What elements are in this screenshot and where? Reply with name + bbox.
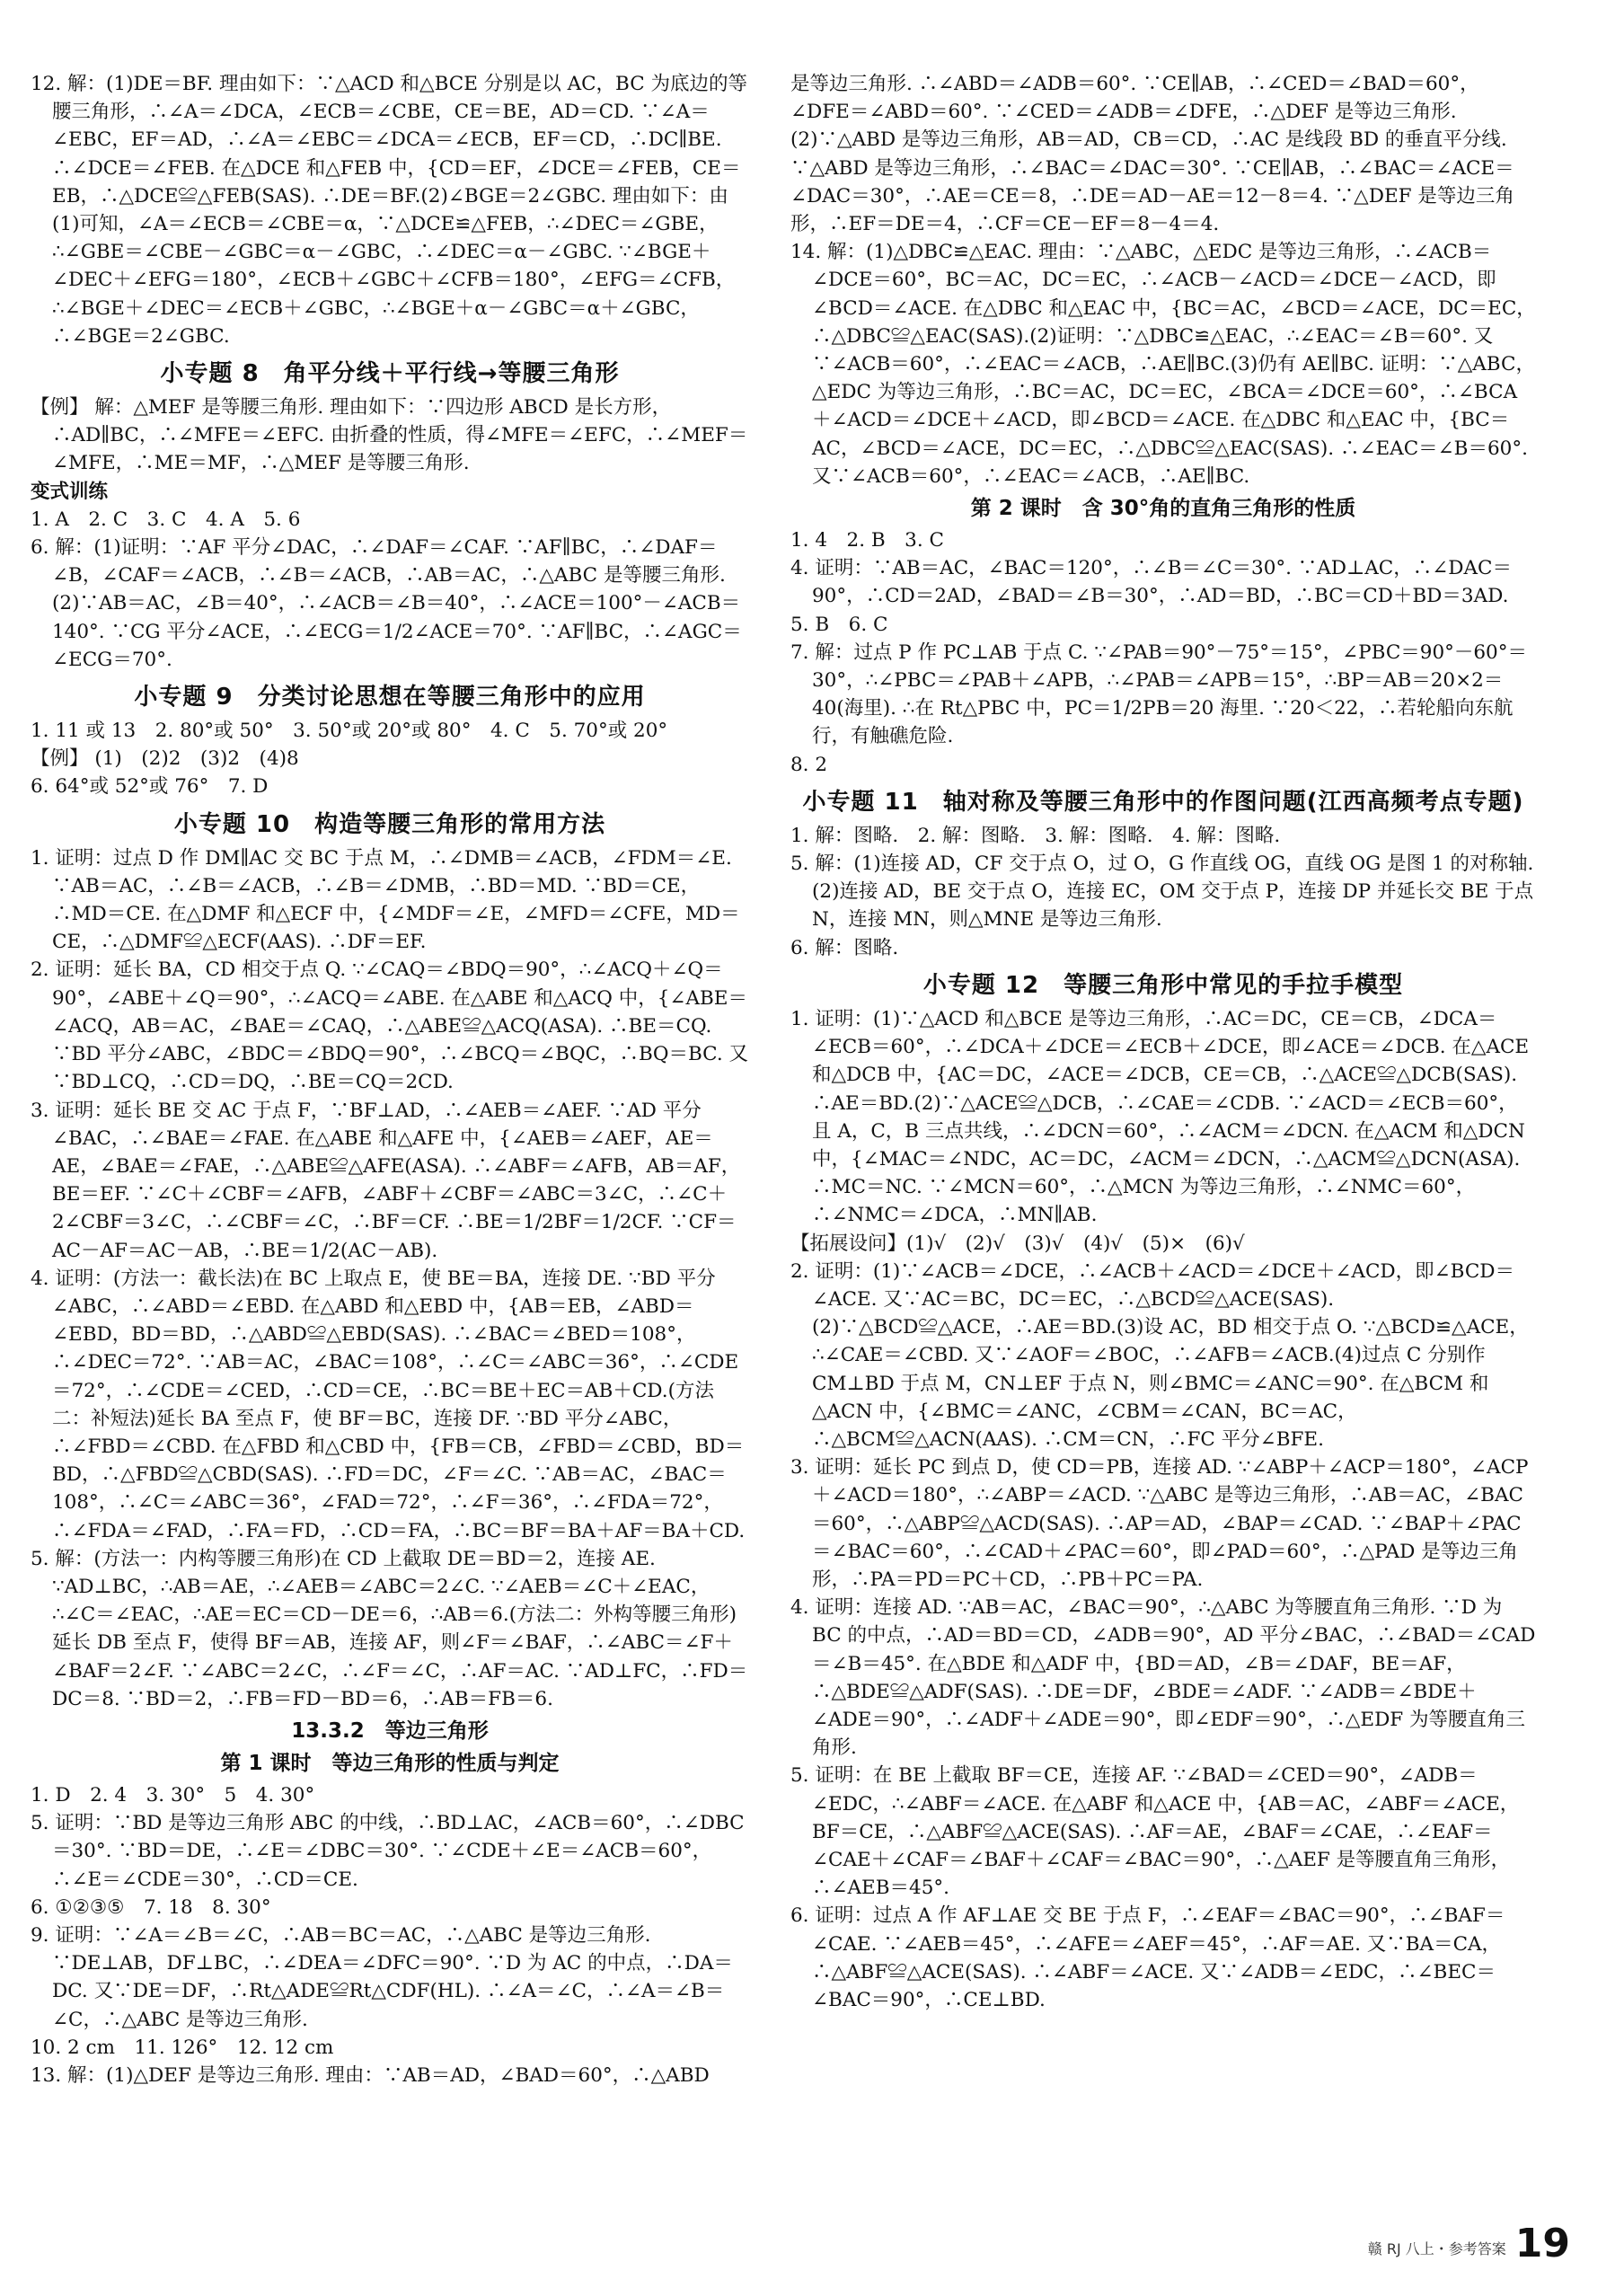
answer-paragraph: 5. 证明：在 BE 上截取 BF＝CE，连接 AF. ∵∠BAD＝∠CED＝90°，∠ADB＝∠EDC，∴∠ABF＝∠ACE. 在△ABF 和△ACE 中，{AB＝AC，∠ABF＝∠ACE，BF＝CE，∴△ABF≌△ACE(SAS). ∴AF＝AE，∠BAF＝∠CAE，∴∠EAF＝∠CAE＋∠CAF＝∠BAF＋∠CAF＝∠BAC＝90°，∴△AEF 是等腰直角三角形，∴∠AEB＝45°.	[790, 1764, 1520, 1900]
answer-paragraph: 12. 解：(1)DE＝BF. 理由如下：∵△ACD 和△BCE 分别是以 AC，BC 为底边的等腰三角形，∴∠A＝∠DCA，∠ECB＝∠CBE，CE＝BE，AD＝CD. ∵∠A＝∠EBC，EF＝AD，∴∠A＝∠EBC＝∠DCA＝∠ECB，EF＝CD，∴DC∥BE. ∴∠DCE＝∠FEB. 在△DCE 和△FEB 中，{CD＝EF，∠DCE＝∠FEB，CE＝EB，∴△DCE≌△FEB(SAS). ∴DE＝BF.(2)∠BGE＝2∠GBC. 理由如下：由(1)可知，∠A＝∠ECB＝∠CBE＝α，∵△DCE≌△FEB，∴∠DEC＝∠GBE，∴∠GBE＝∠CBE－∠GBC＝α－∠GBC，∴∠DEC＝α－∠GBC. ∵∠BGE＋∠DEC＋∠EFG＝180°，∠ECB＋∠GBC＋∠CFB＝180°，∠EFG＝∠CFB，∴∠BGE＋∠DEC＝∠ECB＋∠GBC，∴∠BGE＋α－∠GBC＝α＋∠GBC，∴∠BGE＝2∠GBC.	[31, 73, 748, 348]
answer-paragraph: 13. 解：(1)△DEF 是等边三角形. 理由：∵AB＝AD，∠BAD＝60°，∴△ABD	[31, 2064, 710, 2087]
answer-paragraph: 1. 证明：过点 D 作 DM∥AC 交 BC 于点 M，∴∠DMB＝∠ACB，∠FDM＝∠E. ∵AB＝AC，∴∠B＝∠ACB，∴∠B＝∠DMB，∴BD＝MD. ∵BD＝CE，∴MD＝CE. 在△DMF 和△ECF 中，{∠MDF＝∠E，∠MFD＝∠CFE，MD＝CE，∴△DMF≌△ECF(AAS). ∴DF＝EF.	[31, 846, 740, 954]
answer-paragraph: 3. 证明：延长 BE 交 AC 于点 F，∵BF⊥AD，∴∠AEB＝∠AEF. ∵AD 平分∠BAC，∴∠BAE＝∠FAE. 在△ABE 和△AFE 中，{∠AEB＝∠AEF，AE＝AE，∠BAE＝∠FAE，∴△ABE≌△AFE(ASA). ∴∠ABF＝∠AFB，AB＝AF，BE＝EF. ∵∠C＋∠CBF＝∠AFB，∠ABF＋∠CBF＝∠ABC＝3∠C，∴∠C＋2∠CBF＝3∠C，∴∠CBF＝∠C，∴BF＝CF. ∴BE＝1/2BF＝1/2CF. ∵CF＝AC－AF＝AC－AB，∴BE＝1/2(AC－AB).	[31, 1099, 741, 1262]
answer-paragraph: 14. 解：(1)△DBC≌△EAC. 理由：∵△ABC，△EDC 是等边三角形，∴∠ACB＝∠DCE＝60°，BC＝AC，DC＝EC，∴∠ACB－∠ACD＝∠DCE－∠ACD，即∠BCD＝∠ACE. 在△DBC 和△EAC 中，{BC＝AC，∠BCD＝∠ACE，DC＝EC，∴△DBC≌△EAC(SAS).(2)证明：∵△DBC≌△EAC，∴∠EAC＝∠B＝60°. 又∵∠ACB＝60°，∴∠EAC＝∠ACB，∴AE∥BC.(3)仍有 AE∥BC. 证明：∵△ABC，△EDC 为等边三角形，∴BC＝AC，DC＝EC，∠BCA＝∠DCE＝60°，∴∠BCA＋∠ACD＝∠DCE＋∠ACD，即∠BCD＝∠ACE. 在△DBC 和△EAC 中，{BC＝AC，∠BCD＝∠ACE，DC＝EC，∴△DBC≌△EAC(SAS). ∴∠EAC＝∠B＝60°. 又∵∠ACB＝60°，∴∠EAC＝∠ACB，∴AE∥BC.	[790, 241, 1536, 488]
answer-paragraph: 变式训练	[31, 480, 109, 503]
answer-paragraph: 6. 64°或 52°或 76° 7. D	[31, 775, 269, 799]
footer-label: 赣 RJ 八上・参考答案	[1367, 2240, 1506, 2257]
answer-paragraph: 【例】 (1) (2)2 (3)2 (4)8	[31, 747, 299, 771]
section-heading: 小专题 10 构造等腰三角形的常用方法	[173, 810, 606, 838]
section-heading: 小专题 8 角平分线＋平行线→等腰三角形	[160, 360, 620, 388]
left-column	[31, 70, 749, 2089]
right-column	[790, 70, 1536, 2014]
answer-paragraph: 9. 证明：∵∠A＝∠B＝∠C，∴AB＝BC＝AC，∴△ABC 是等边三角形. ∵DE⊥AB，DF⊥BC，∴∠DEA＝∠DFC＝90°. ∵D 为 AC 的中点，∴DA＝DC. 又∵DE＝DF，∴Rt△ADE≌Rt△CDF(HL). ∴∠A＝∠C，∴∠A＝∠B＝∠C，∴△ABC 是等边三角形.	[31, 1923, 733, 2031]
answer-paragraph: 6. 解：图略.	[790, 936, 899, 959]
answer-paragraph: 1. A 2. C 3. C 4. A 5. 6	[31, 508, 301, 531]
page-footer	[1367, 2221, 1570, 2266]
section-heading: 小专题 12 等腰三角形中常见的手拉手模型	[922, 971, 1404, 999]
answer-paragraph: 1. 4 2. B 3. C	[790, 529, 944, 552]
answer-paragraph: 4. 证明：连接 AD. ∵AB＝AC，∠BAC＝90°，∴△ABC 为等腰直角三角形. ∵D 为 BC 的中点，∴AD＝BD＝CD，∠ADB＝90°，AD 平分∠BAC，∴∠BAD＝∠CAD＝∠B＝45°. 在△BDE 和△ADF 中，{BD＝AD，∠B＝∠DAF，BE＝AF，∴△BDE≌△ADF(SAS). ∴DE＝DF，∠BDE＝∠ADF. ∵∠ADB＝∠BDE＋∠ADE＝90°，∴∠ADF＋∠ADE＝90°，即∠EDF＝90°，∴△EDF 为等腰直角三角形.	[790, 1596, 1536, 1760]
section-heading: 小专题 11 轴对称及等腰三角形中的作图问题(江西高频考点专题)	[802, 788, 1524, 816]
section-heading: 第 1 课时 等边三角形的性质与判定	[220, 1751, 560, 1775]
answer-paragraph: 2. 证明：(1)∵∠ACB＝∠DCE，∴∠ACB＋∠ACD＝∠DCE＋∠ACD，即∠BCD＝∠ACE. 又∵AC＝BC，DC＝EC，∴△BCD≌△ACE(SAS).(2)∵△BCD≌△ACE，∴AE＝BD.(3)设 AC，BD 相交于点 O. ∵△BCD≌△ACE，∴∠CAE＝∠CBD. 又∵∠AOF＝∠BOC，∴∠AFB＝∠ACB.(4)过点 C 分别作 CM⊥BD 于点 M，CN⊥EF 于点 N，则∠BMC＝∠ANC＝90°. 在△BCM 和△ACN 中，{∠BMC＝∠ANC，∠CBM＝∠CAN，BC＝AC，∴△BCM≌△ACN(AAS). ∴CM＝CN，∴FC 平分∠BFE.	[790, 1259, 1529, 1451]
answer-paragraph: 1. 11 或 13 2. 80°或 50° 3. 50°或 20°或 80° 4. C 5. 70°或 20°	[31, 720, 668, 743]
answer-paragraph: 5. 证明：∵BD 是等边三角形 ABC 的中线，∴BD⊥AC，∠ACB＝60°，∴∠DBC＝30°. ∵BD＝DE，∴∠E＝∠DBC＝30°. ∵∠CDE＋∠E＝∠ACB＝60°，∴∠E＝∠CDE＝30°，∴CD＝CE.	[31, 1812, 745, 1891]
answer-paragraph: 6. ①②③⑤ 7. 18 8. 30°	[31, 1895, 271, 1919]
section-heading: 第 2 课时 含 30°角的直角三角形的性质	[970, 497, 1356, 521]
answer-paragraph: 5. B 6. C	[790, 613, 888, 636]
answer-paragraph: 4. 证明：∵AB＝AC，∠BAC＝120°，∴∠B＝∠C＝30°. ∵AD⊥AC，∴∠DAC＝90°，∴CD＝2AD，∠BAD＝∠B＝30°，∴AD＝BD，∴BC＝CD＋BD＝3AD.	[790, 557, 1512, 608]
answer-paragraph: 6. 证明：过点 A 作 AF⊥AE 交 BE 于点 F，∴∠EAF＝∠BAC＝90°，∴∠BAF＝∠CAE. ∵∠AEB＝45°，∴∠AFE＝∠AEF＝45°，∴AF＝AE. 又∵BA＝CA，∴△ABF≌△ACE(SAS). ∴∠ABF＝∠ACE. 又∵∠ADB＝∠EDC，∴∠BEC＝∠BAC＝90°，∴CE⊥BD.	[790, 1904, 1505, 2011]
answer-paragraph: 5. 解：(1)连接 AD，CF 交于点 O，过 O，G 作直线 OG，直线 OG 是图 1 的对称轴.(2)连接 AD，BE 交于点 O，连接 EC，OM 交于点 P，连接 DP 并延长交 BE 于点 N，连接 MN，则△MNE 是等边三角形.	[790, 852, 1534, 932]
section-heading: 小专题 9 分类讨论思想在等腰三角形中的应用	[134, 684, 646, 711]
answer-paragraph: 是等边三角形. ∴∠ABD＝∠ADB＝60°. ∵CE∥AB，∴∠CED＝∠BAD＝60°，∠DFE＝∠ABD＝60°. ∵∠CED＝∠ADB＝∠DFE，∴△DEF 是等边三角形.(2)∵△ABD 是等边三角形，AB＝AD，CB＝CD，∴AC 是线段 BD 的垂直平分线. ∵△ABD 是等边三角形，∴∠BAC＝∠DAC＝30°. ∵CE∥AB，∴∠BAC＝∠ACE＝∠DAC＝30°，∴AE＝CE＝8，∴DE＝AD－AE＝12－8＝4. ∵△DEF 是等边三角形，∴EF＝DE＝4，∴CF＝CE－EF＝8－4＝4.	[790, 73, 1514, 236]
answer-paragraph: 10. 2 cm 11. 126° 12. 12 cm	[31, 2036, 334, 2059]
answer-paragraph: 【拓展设问】(1)√ (2)√ (3)√ (4)√ (5)× (6)√	[790, 1232, 1245, 1255]
answer-paragraph: 8. 2	[790, 753, 828, 776]
section-heading: 13.3.2 等边三角形	[291, 1718, 489, 1743]
answer-paragraph: 1. 解：图略. 2. 解：图略. 3. 解：图略. 4. 解：图略.	[790, 824, 1281, 847]
answer-paragraph: 3. 证明：延长 PC 到点 D，使 CD＝PB，连接 AD. ∵∠ABP＋∠ACP＝180°，∠ACP＋∠ACD＝180°，∴∠ABP＝∠ACD. ∵△ABC 是等边三角形，∴AB＝AC，∠BAC＝60°，∴△ABP≌△ACD(SAS). ∴AP＝AD，∠BAP＝∠CAD. ∵∠BAP＋∠PAC＝∠BAC＝60°，∴∠CAD＋∠PAC＝60°，即∠PAD＝60°，∴△PAD 是等边三角形，∴PA＝PD＝PC＋CD，∴PB＋PC＝PA.	[790, 1456, 1529, 1591]
answer-paragraph: 5. 解：(方法一：内构等腰三角形)在 CD 上截取 DE＝BD＝2，连接 AE. ∵AD⊥BC，∴AB＝AE，∴∠AEB＝∠ABC＝2∠C. ∵∠AEB＝∠C＋∠EAC，∴∠C＝∠EAC，∴AE＝EC＝CD－DE＝6，∴AB＝6.(方法二：外构等腰三角形)延长 DB 至点 F，使得 BF＝AB，连接 AF，则∠F＝∠BAF，∴∠ABC＝∠F＋∠BAF＝2∠F. ∵∠ABC＝2∠C，∴∠F＝∠C，∴AF＝AC. ∵AD⊥FC，∴FD＝DC＝8. ∵BD＝2，∴FB＝FD－BD＝6，∴AB＝FB＝6.	[31, 1547, 748, 1710]
answer-paragraph: 1. D 2. 4 3. 30° 5 4. 30°	[31, 1783, 315, 1807]
answer-paragraph: 2. 证明：延长 BA，CD 相交于点 Q. ∵∠CAQ＝∠BDQ＝90°，∴∠ACQ＋∠Q＝90°，∠ABE＋∠Q＝90°，∴∠ACQ＝∠ABE. 在△ABE 和△ACQ 中，{∠ABE＝∠ACQ，AB＝AC，∠BAE＝∠CAQ，∴△ABE≌△ACQ(ASA). ∴BE＝CQ. ∵BD 平分∠ABC，∠BDC＝∠BDQ＝90°，∴∠BCQ＝∠BQC，∴BQ＝BC. 又∵BD⊥CQ，∴CD＝DQ，∴BE＝CQ＝2CD.	[31, 958, 749, 1094]
answer-paragraph: 4. 证明：(方法一：截长法)在 BC 上取点 E，使 BE＝BA，连接 DE. ∵BD 平分∠ABC，∴∠ABD＝∠EBD. 在△ABD 和△EBD 中，{AB＝EB，∠ABD＝∠EBD，BD＝BD，∴△ABD≌△EBD(SAS). ∴∠BAC＝∠BED＝108°，∴∠DEC＝72°. ∵AB＝AC，∠BAC＝108°，∴∠C＝∠ABC＝36°，∴∠CDE＝72°，∴∠CDE＝∠CED，∴CD＝CE，∴BC＝BE＋EC＝AB＋CD.(方法二：补短法)延长 BA 至点 F，使 BF＝BC，连接 DF. ∵BD 平分∠ABC，∴∠FBD＝∠CBD. 在△FBD 和△CBD 中，{FB＝CB，∠FBD＝∠CBD，BD＝BD，∴△FBD≌△CBD(SAS). ∴FD＝DC，∠F＝∠C. ∵AB＝AC，∠BAC＝108°，∴∠C＝∠ABC＝36°，∠FAD＝72°，∴∠F＝36°，∴∠FDA＝72°，∴∠FDA＝∠FAD，∴FA＝FD，∴CD＝FA，∴BC＝BF＝BA＋AF＝BA＋CD.	[31, 1267, 746, 1542]
answer-paragraph: 6. 解：(1)证明：∵AF 平分∠DAC，∴∠DAF＝∠CAF. ∵AF∥BC，∴∠DAF＝∠B，∠CAF＝∠ACB，∴∠B＝∠ACB，∴AB＝AC，∴△ABC 是等腰三角形.(2)∵AB＝AC，∠B＝40°，∴∠ACB＝∠B＝40°，∴∠ACE＝100°－∠ACB＝140°. ∵CG 平分∠ACE，∴∠ECG＝1/2∠ACE＝70°. ∵AF∥BC，∴∠AGC＝∠ECG＝70°.	[31, 536, 742, 671]
answer-paragraph: 7. 解：过点 P 作 PC⊥AB 于点 C. ∵∠PAB＝90°－75°＝15°，∠PBC＝90°－60°＝30°，∴∠PBC＝∠PAB＋∠APB，∴∠PAB＝∠APB＝15°，∴BP＝AB＝20×2＝40(海里). ∴在 Rt△PBC 中，PC＝1/2PB＝20 海里. ∵20＜22，∴若轮船向东航行，有触礁危险.	[790, 640, 1527, 748]
answer-paragraph: 1. 证明：(1)∵△ACD 和△BCE 是等边三角形，∴AC＝DC，CE＝CB，∠DCA＝∠ECB＝60°，∴∠DCA＋∠DCE＝∠ECB＋∠DCE，即∠ACE＝∠DCB. 在△ACE 和△DCB 中，{AC＝DC，∠ACE＝∠DCB，CE＝CB，∴△ACE≌△DCB(SAS). ∴AE＝BD.(2)∵△ACE≌△DCB，∴∠CAE＝∠CDB. ∵∠ACD＝∠ECB＝60°，且 A，C，B 三点共线，∴∠DCN＝60°，∴∠ACM＝∠DCN. 在△ACM 和△DCN 中，{∠MAC＝∠NDC，AC＝DC，∠ACM＝∠DCN，∴△ACM≌△DCN(ASA). ∴MC＝NC. ∵∠MCN＝60°，∴△MCN 为等边三角形，∴∠NMC＝60°，∴∠NMC＝∠DCA，∴MN∥AB.	[790, 1007, 1530, 1227]
answer-paragraph: 【例】 解：△MEF 是等腰三角形. 理由如下：∵四边形 ABCD 是长方形，∴AD∥BC，∴∠MFE＝∠EFC. 由折叠的性质，得∠MFE＝∠EFC，∴∠MEF＝∠MFE，∴ME＝MF，∴△MEF 是等腰三角形.	[31, 396, 748, 475]
page-number: 19	[1514, 2221, 1570, 2266]
